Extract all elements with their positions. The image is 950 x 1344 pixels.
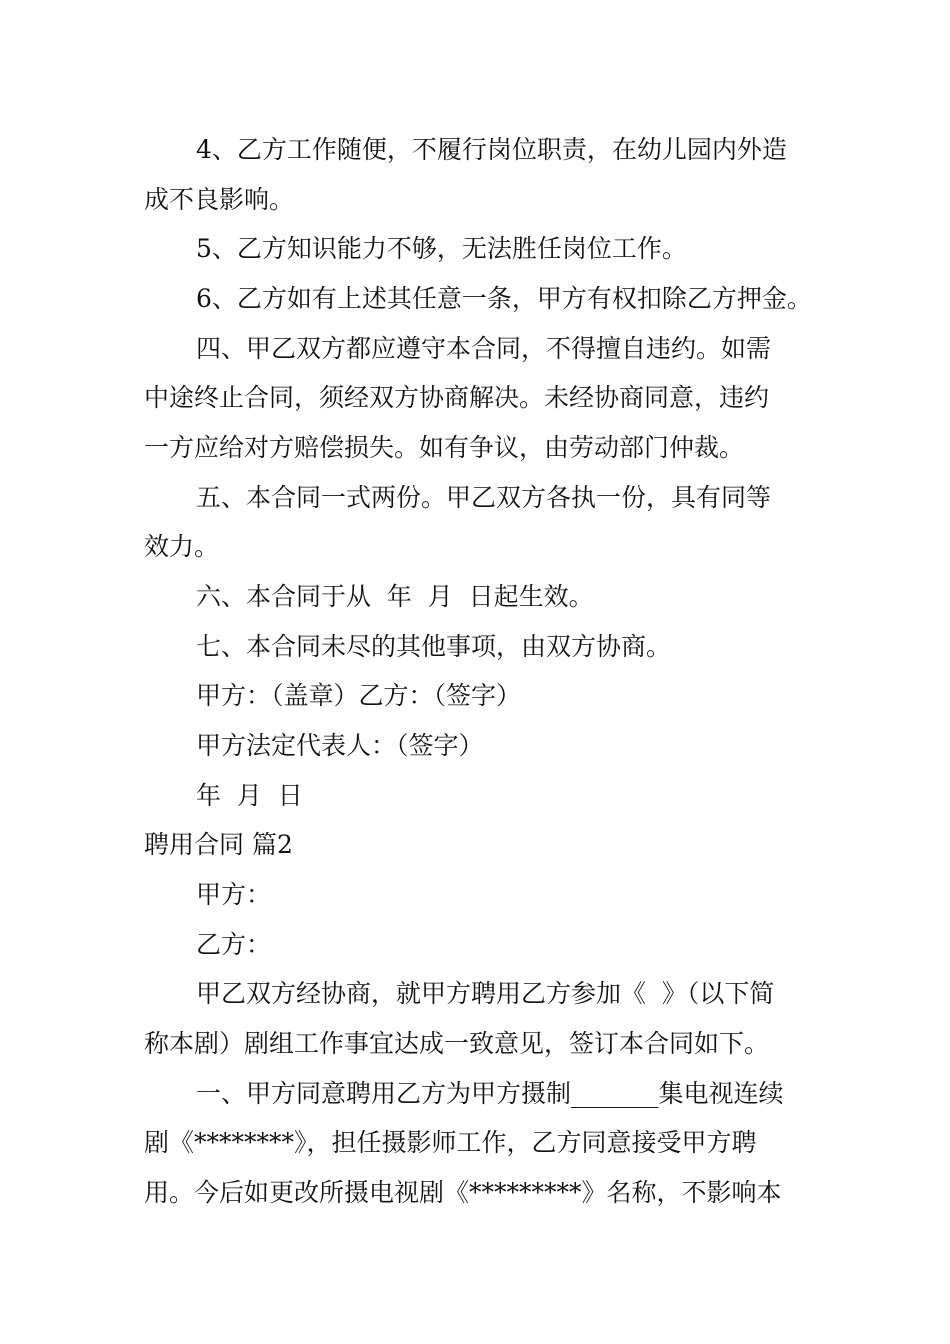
signature-line: 甲方：（盖章）乙方：（签字） [196,681,522,710]
paragraph-line: 六、本合同于从 年 月 日起生效。 [196,582,594,611]
paragraph-line: 6、乙方如有上述其任意一条，甲方有权扣除乙方押金。 [196,284,812,313]
paragraph-line: 效力。 [144,532,220,561]
paragraph-line: 称本剧）剧组工作事宜达成一致意见，签订本合同如下。 [144,1029,770,1058]
paragraph-line: 五、本合同一式两份。甲乙双方各执一份，具有同等 [196,483,772,512]
party-b-line: 乙方： [196,930,272,959]
paragraph-line: 一方应给对方赔偿损失。如有争议，由劳动部门仲裁。 [144,433,745,462]
paragraph-line: 四、甲乙双方都应遵守本合同，不得擅自违约。如需 [196,334,772,363]
signature-line: 甲方法定代表人：（签字） [196,731,484,760]
paragraph-line: 5、乙方知识能力不够，无法胜任岗位工作。 [196,234,687,263]
paragraph-line: 一、甲方同意聘用乙方为甲方摄制_______集电视连续 [196,1079,784,1108]
section-heading: 聘用合同 篇2 [144,830,293,859]
paragraph-line: 剧《********》，担任摄影师工作，乙方同意接受甲方聘 [144,1128,757,1157]
party-a-line: 甲方： [196,880,272,909]
paragraph-line: 中途终止合同，须经双方协商解决。未经协商同意，违约 [144,383,770,412]
paragraph-line: 4、乙方工作随便，不履行岗位职责，在幼儿园内外造 [196,135,787,164]
paragraph-line: 成不良影响。 [144,185,295,214]
paragraph-line: 甲乙双方经协商，就甲方聘用乙方参加《 》（以下简 [196,979,775,1008]
paragraph-line: 用。今后如更改所摄电视剧《*********》名称，不影响本 [144,1178,782,1207]
date-line: 年 月 日 [196,781,303,810]
paragraph-line: 七、本合同未尽的其他事项，由双方协商。 [196,632,672,661]
